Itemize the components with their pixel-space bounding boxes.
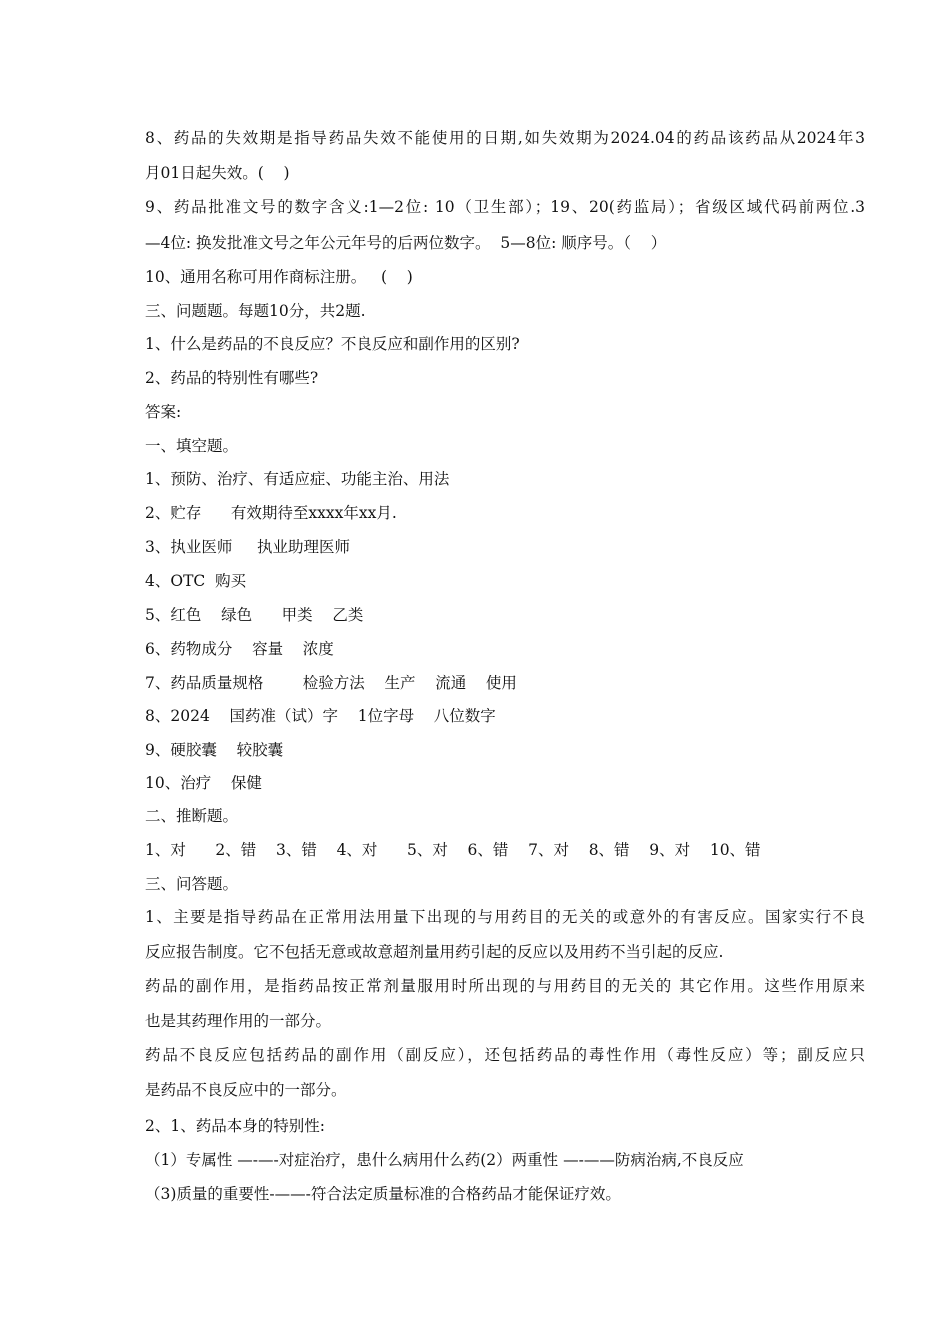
- text-line: 8、药品的失效期是指导药品失效不能使用的日期,如失效期为2024.04的药品该药品从2024年3: [145, 129, 865, 147]
- answer-paragraph: 1、主要是指导药品在正常用法用量下出现的与用药目的无关的或意外的有害反应。国家实行不良: [145, 908, 865, 926]
- text-line: —4位: 换发批准文号之年公元年号的后两位数字。 5—8位: 顺序号。（ ）: [145, 234, 667, 252]
- answer-item: 3、执业医师 执业助理医师: [145, 538, 350, 556]
- answer-item: 10、治疗 保健: [145, 774, 262, 792]
- question-item: 2、药品的特别性有哪些?: [145, 369, 319, 387]
- answer-paragraph: （1）专属性 —-—-对症治疗，患什么病用什么药(2）两重性 —-——防病治病,不良反应: [145, 1151, 744, 1169]
- answer-paragraph: 药品的副作用，是指药品按正常剂量服用时所出现的与用药目的无关的 其它作用。这些作用原来: [145, 977, 865, 995]
- answer-item: 8、2024 国药准（试）字 1位字母 八位数字: [145, 707, 496, 725]
- text-line: 月01日起失效。( ): [145, 164, 290, 182]
- answer-item: 9、硬胶囊 较胶囊: [145, 741, 284, 759]
- answer-item: 1、对 2、错 3、错 4、对 5、对 6、错 7、对 8、错 9、对 10、错: [145, 841, 761, 859]
- section-heading: 三、问题题。每题10分，共2题.: [145, 302, 366, 320]
- answer-item: 7、药品质量规格 检验方法 生产 流通 使用: [145, 674, 517, 692]
- answer-paragraph: 药品不良反应包括药品的副作用（副反应），还包括药品的毒性作用（毒性反应）等；副反应只: [145, 1046, 865, 1064]
- answer-paragraph: 反应报告制度。它不包括无意或故意超剂量用药引起的反应以及用药不当引起的反应.: [145, 943, 724, 961]
- answer-item: 5、红色 绿色 甲类 乙类: [145, 606, 364, 624]
- answer-item: 4、OTC 购买: [145, 572, 247, 590]
- answer-paragraph: 也是其药理作用的一部分。: [145, 1012, 332, 1030]
- answer-item: 2、贮存 有效期待至xxxx年xx月.: [145, 504, 397, 522]
- text-line: 10、通用名称可用作商标注册。 ( ): [145, 268, 413, 286]
- section-heading: 二、推断题。: [145, 807, 239, 825]
- text-line: 9、药品批准文号的数字含义:1—2位: 10（卫生部）；19、20(药监局）；省级区域代码前两位.3: [145, 198, 865, 216]
- section-heading: 三、问答题。: [145, 875, 239, 893]
- answer-item: 6、药物成分 容量 浓度: [145, 640, 334, 658]
- answer-paragraph: 是药品不良反应中的一部分。: [145, 1081, 347, 1099]
- question-item: 1、什么是药品的不良反应？不良反应和副作用的区别?: [145, 335, 520, 353]
- answer-heading: 答案:: [145, 403, 182, 421]
- answer-paragraph: 2、1、药品本身的特别性:: [145, 1117, 325, 1135]
- section-heading: 一、填空题。: [145, 437, 239, 455]
- answer-paragraph: （3)质量的重要性-——-符合法定质量标准的合格药品才能保证疗效。: [145, 1185, 621, 1203]
- answer-item: 1、预防、治疗、有适应症、功能主治、用法: [145, 470, 450, 488]
